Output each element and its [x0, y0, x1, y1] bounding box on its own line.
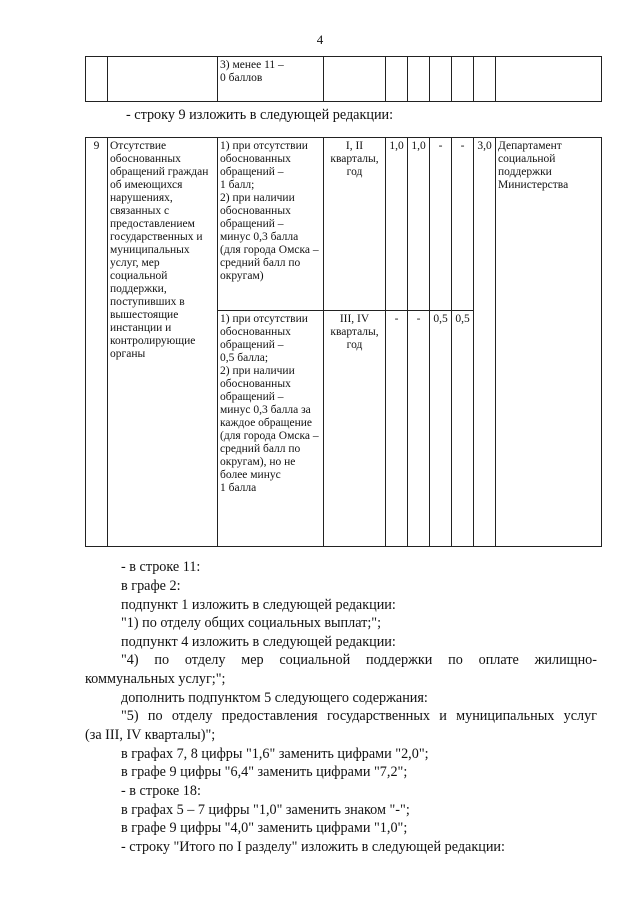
row-number: 9	[86, 138, 108, 547]
text-line: "5) по отделу предоставления государственных и муниципальных услуг	[121, 708, 597, 724]
indicator-cell: Отсутствие обоснованных обращений граждан об имеющихся нарушениях, связанных с предоставлением государственных и муниципальных услуг, мер социальной поддержки, поступивших в вышестоящие инстанции и контролирующие органы	[108, 138, 218, 547]
text-line: "1) по отделу общих социальных выплат;";	[121, 615, 382, 631]
period-cell-2: III, IV кварталы, год	[324, 311, 386, 547]
table-row	[86, 138, 602, 311]
period-cell-1: I, II кварталы, год	[324, 138, 386, 311]
text-line: - в строке 18:	[121, 783, 201, 799]
value-cell: 1,0	[386, 138, 408, 311]
text-line: в графе 2:	[121, 578, 181, 594]
text-line: - в строке 11:	[121, 559, 201, 575]
text-line: в графе 9 цифры "6,4" заменить цифрами "7,2";	[121, 764, 408, 780]
page-number: 4	[316, 32, 324, 47]
max-score-cell: 3,0	[474, 138, 496, 547]
text-line: - строку "Итого по I разделу" изложить в следующей редакции:	[121, 839, 505, 855]
text-line: в графах 7, 8 цифры "1,6" заменить цифрами "2,0";	[121, 746, 429, 762]
value-cell: -	[408, 311, 430, 547]
value-cell: 0,5	[430, 311, 452, 547]
text-line: в графах 5 – 7 цифры "1,0" заменить знаком "-";	[121, 802, 410, 818]
value-cell: 0,5	[452, 311, 474, 547]
criteria-cell-1: 1) при отсутствии обоснованных обращений – 1 балл; 2) при наличии обоснованных обращений – минус 0,3 балла (для города Омска – средний балл по округам)	[218, 138, 324, 311]
text-line: коммунальных услуг;";	[85, 671, 226, 687]
text-line: подпункт 4 изложить в следующей редакции:	[121, 634, 396, 650]
table-row-9	[85, 137, 602, 547]
responsible-cell: Департамент социальной поддержки Министерства	[496, 138, 602, 547]
criteria-cell: 3) менее 11 – 0 баллов	[218, 57, 324, 102]
criteria-cell-2: 1) при отсутствии обоснованных обращений – 0,5 балла; 2) при наличии обоснованных обращений – минус 0,3 балла за каждое обращение (для города Омска – средний балл по округам), но не более минус 1 балла	[218, 311, 324, 547]
value-cell: -	[430, 138, 452, 311]
intro-line: - строку 9 изложить в следующей редакции:	[126, 107, 394, 123]
text-line: "4) по отделу мер социальной поддержки по оплате жилищно-	[121, 652, 597, 668]
text-line: подпункт 1 изложить в следующей редакции:	[121, 597, 396, 613]
text-line: дополнить подпунктом 5 следующего содержания:	[121, 690, 428, 706]
table-fragment-top	[85, 56, 602, 102]
table-row	[86, 57, 602, 102]
value-cell: -	[386, 311, 408, 547]
text-line: в графе 9 цифры "4,0" заменить цифрами "1,0";	[121, 820, 408, 836]
value-cell: 1,0	[408, 138, 430, 311]
value-cell: -	[452, 138, 474, 311]
text-line: (за III, IV кварталы)";	[85, 727, 216, 743]
